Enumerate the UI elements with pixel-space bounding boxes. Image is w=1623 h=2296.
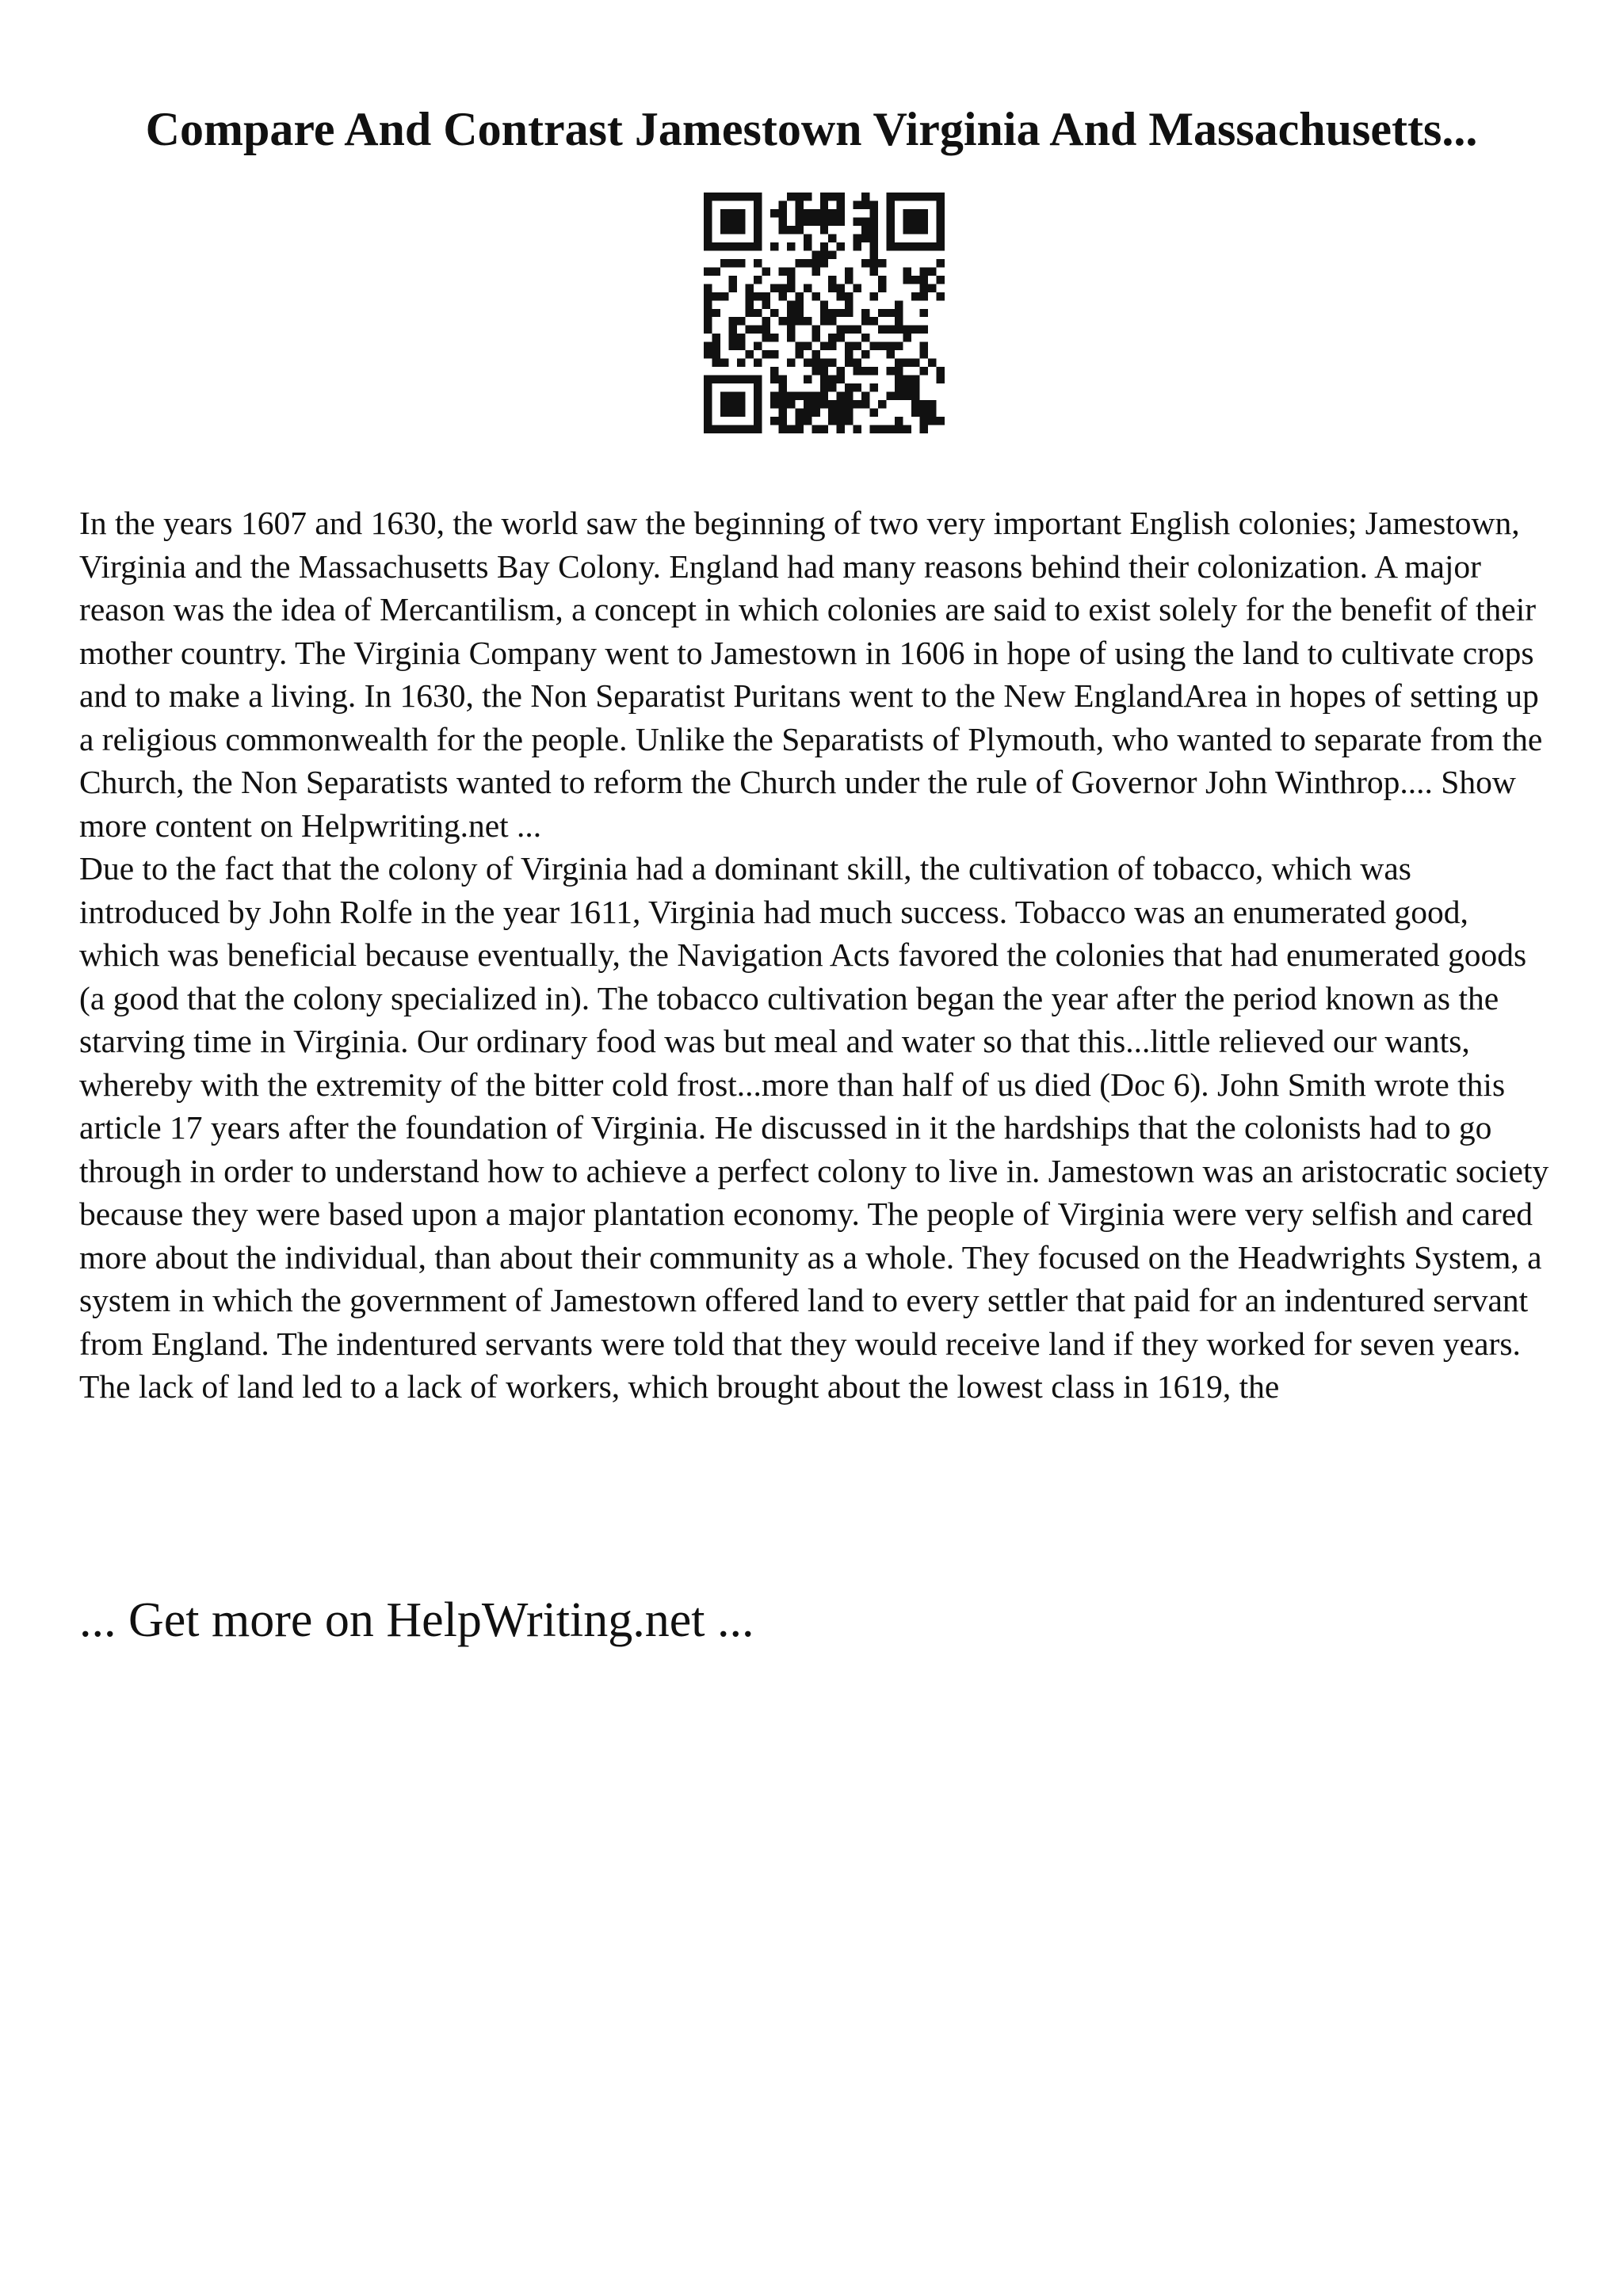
get-more-link[interactable]: ... Get more on HelpWriting.net ... <box>79 1593 754 1647</box>
paragraph-2: Due to the fact that the colony of Virginia had a dominant skill, the cultivation of tobacco, which was introduced by John Rolfe in the year 1611, Virginia had much success. Tobacco was an enumerated good, which was beneficial because eventually, the Navigation Acts favored the colonies that had enumerated goods (a good that the colony specialized in). The tobacco cultivation began the year after the period known as the starving time in Virginia. Our ordinary food was but meal and water so that this...little relieved our wants, whereby with the extremity of the bitter cold frost...more than half of us died (Doc 6). John Smith wrote this article 17 years after the foundation of Virginia. He discussed in it the hardships that the colonists had to go through in order to understand how to achieve a perfect colony to live in. Jamestown was an aristocratic society because they were based upon a major plantation economy. The people of Virginia were very selfish and cared more about the individual, than about their community as a whole. They focused on the Headwrights System, a system in which the government of Jamestown offered land to every settler that paid for an indentured servant from England. The indentured servants were told that they would receive land if they worked for seven years. The lack of land led to a lack of workers, which brought about the lowest class in 1619, the <box>79 850 1549 1405</box>
page-title: Compare And Contrast Jamestown Virginia And Massachusetts... <box>145 103 1478 155</box>
paragraph-1: In the years 1607 and 1630, the world saw the beginning of two very important English colonies; Jamestown, Virginia and the Massachusetts Bay Colony. England had many reasons behind their colonization. A major reason was the idea of Mercantilism, a concept in which colonies are said to exist solely for the benefit of their mother country. The Virginia Company went to Jamestown in 1606 in hope of using the land to cultivate crops and to make a living. In 1630, the Non Separatist Puritans went to the New EnglandArea in hopes of setting up a religious commonwealth for the people. Unlike the Separatists of Plymouth, who wanted to separate from the Church, the Non Separatists wanted to reform the Church under the rule of Governor John Winthrop.... Show more content on Helpwriting.net ... <box>79 505 1543 844</box>
qr-code-icon <box>704 193 945 433</box>
article-body <box>79 502 1553 1409</box>
